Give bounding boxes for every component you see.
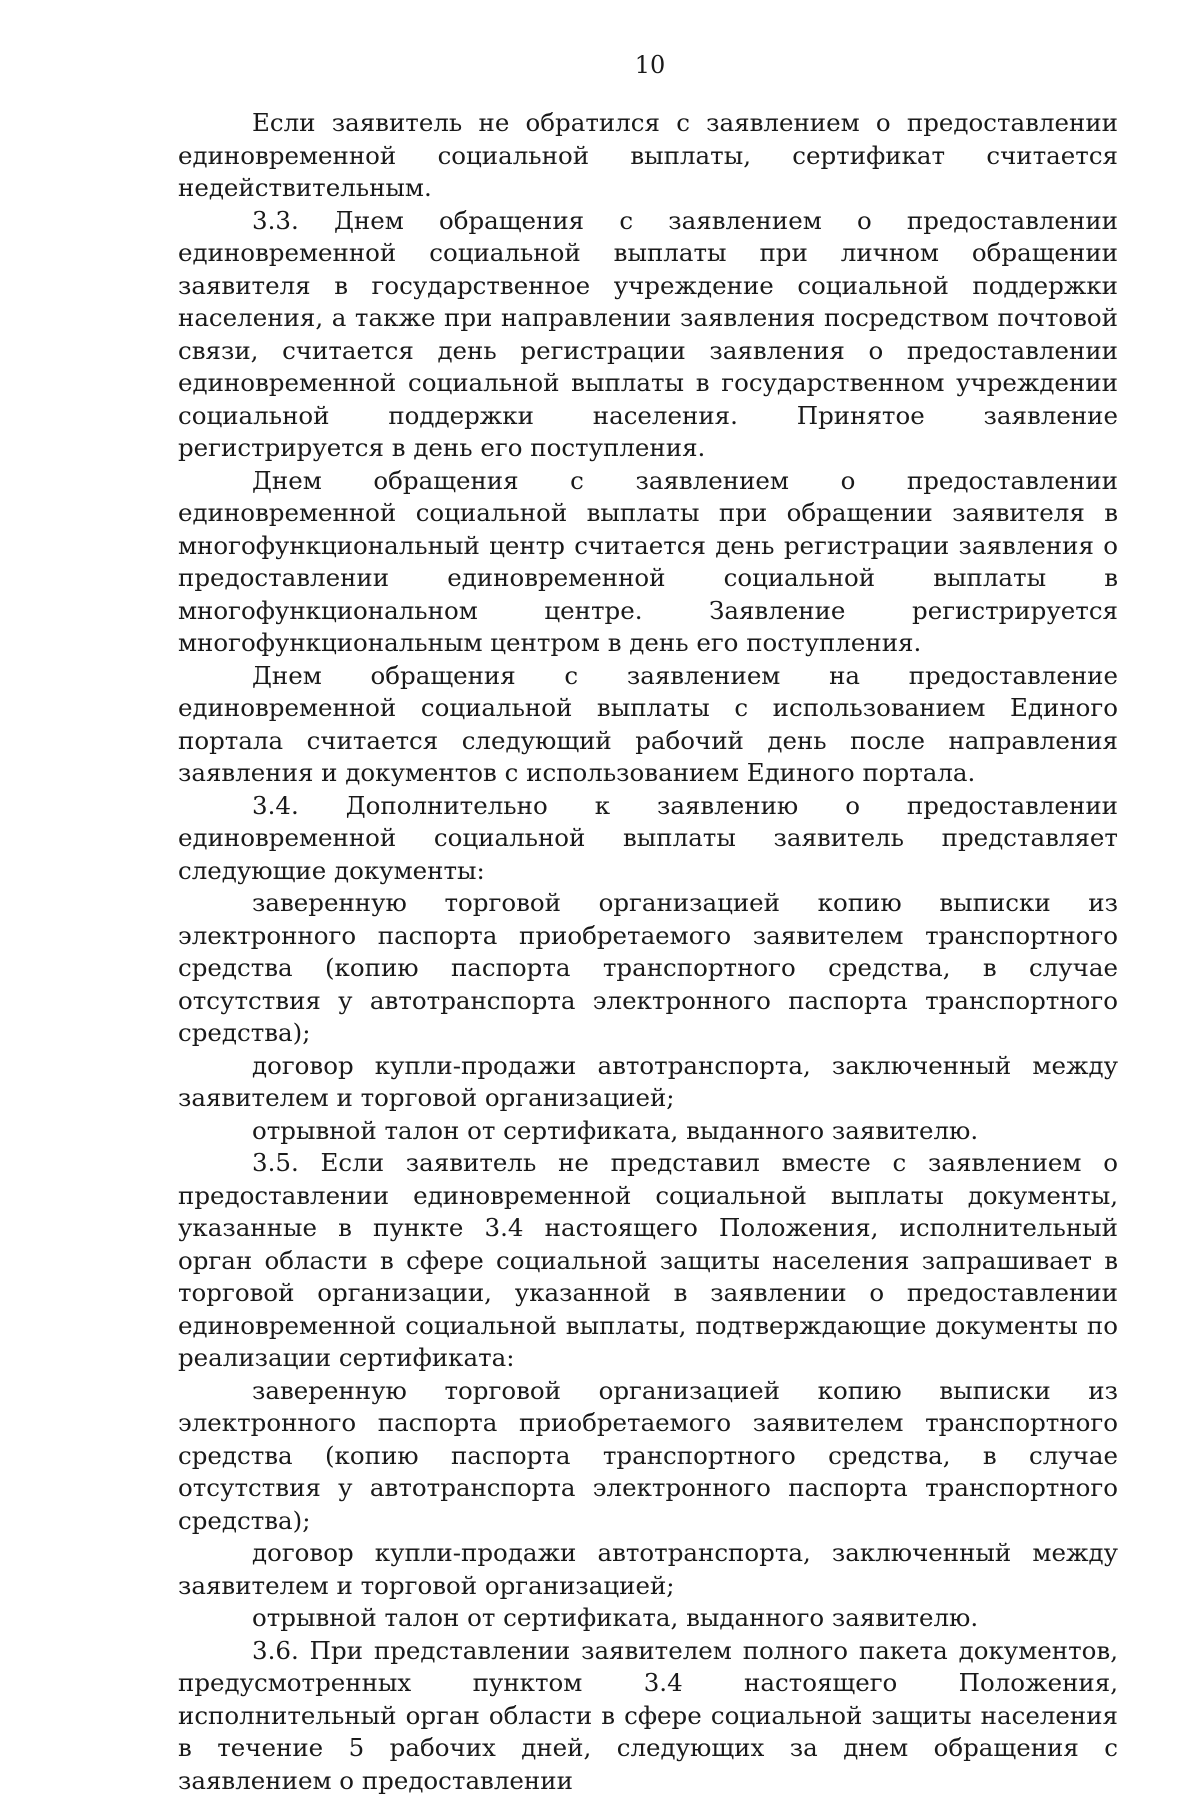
paragraph-3-6: 3.6. При представлении заявителем полного пакета документов, предусмотренных пунктом 3.4 настоящего Положения, исполнительный орган области в сфере социальной защиты населения в течение 5 рабочих дней, следующих за днем обращения с заявлением о предоставлении <box>178 1635 1118 1797</box>
list-item-sales-contract: договор купли-продажи автотранспорта, заключенный между заявителем и торговой организацией; <box>178 1537 1118 1602</box>
list-item-tear-off-coupon: отрывной талон от сертификата, выданного заявителю. <box>178 1602 1118 1635</box>
paragraph-invalid-certificate: Если заявитель не обратился с заявлением о предоставлении единовременной социальной выплаты, сертификат считается недействительным. <box>178 107 1118 205</box>
paragraph-3-4: 3.4. Дополнительно к заявлению о предоставлении единовременной социальной выплаты заявитель представляет следующие документы: <box>178 790 1118 888</box>
paragraph-mfc-registration: Днем обращения с заявлением о предоставлении единовременной социальной выплаты при обращении заявителя в многофункциональный центр считается день регистрации заявления о предоставлении единовременной социальной выплаты в многофункциональном центре. Заявление регистрируется многофункциональным центром в день его поступления. <box>178 465 1118 660</box>
paragraph-3-5: 3.5. Если заявитель не представил вместе с заявлением о предоставлении единовременной социальной выплаты документы, указанные в пункте 3.4 настоящего Положения, исполнительный орган области в сфере социальной защиты населения запрашивает в торговой организации, указанной в заявлении о предоставлении единовременной социальной выплаты, подтверждающие документы по реализации сертификата: <box>178 1147 1118 1375</box>
document-body <box>178 107 1118 1797</box>
paragraph-3-3: 3.3. Днем обращения с заявлением о предоставлении единовременной социальной выплаты при личном обращении заявителя в государственное учреждение социальной поддержки населения, а также при направлении заявления посредством почтовой связи, считается день регистрации заявления о предоставлении единовременной социальной выплаты в государственном учреждении социальной поддержки населения. Принятое заявление регистрируется в день его поступления. <box>178 205 1118 465</box>
list-item-tear-off-coupon: отрывной талон от сертификата, выданного заявителю. <box>178 1115 1118 1148</box>
list-item-sales-contract: договор купли-продажи автотранспорта, заключенный между заявителем и торговой организацией; <box>178 1050 1118 1115</box>
list-item-passport-copy: заверенную торговой организацией копию выписки из электронного паспорта приобретаемого заявителем транспортного средства (копию паспорта транспортного средства, в случае отсутствия у автотранспорта электронного паспорта транспортного средства); <box>178 887 1118 1050</box>
paragraph-portal-registration: Днем обращения с заявлением на предоставление единовременной социальной выплаты с использованием Единого портала считается следующий рабочий день после направления заявления и документов с использованием Единого портала. <box>178 660 1118 790</box>
page-number: 10 <box>0 49 1200 82</box>
list-item-passport-copy: заверенную торговой организацией копию выписки из электронного паспорта приобретаемого заявителем транспортного средства (копию паспорта транспортного средства, в случае отсутствия у автотранспорта электронного паспорта транспортного средства); <box>178 1375 1118 1538</box>
